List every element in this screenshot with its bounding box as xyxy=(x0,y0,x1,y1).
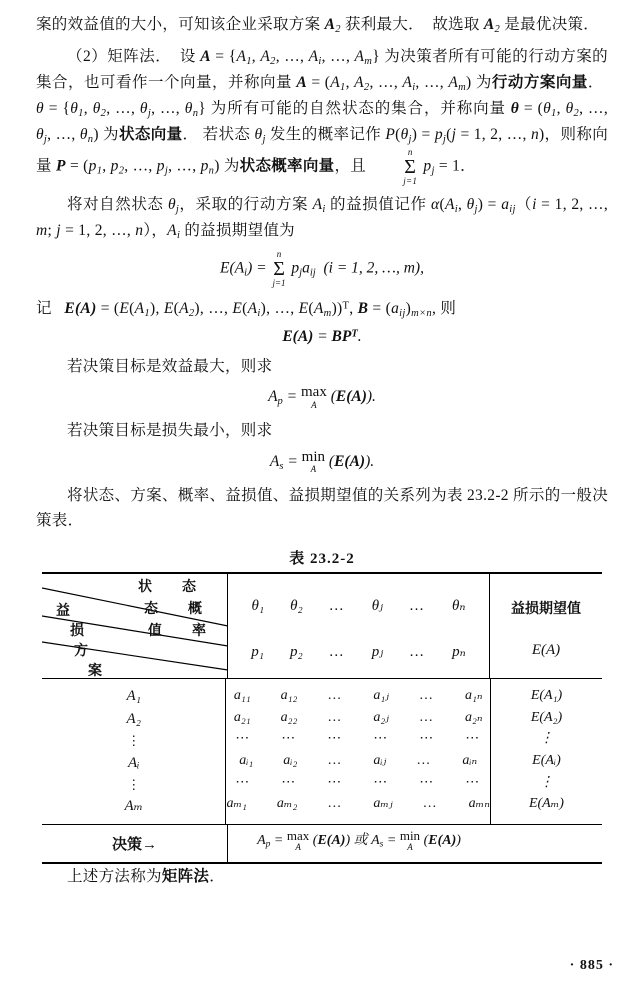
table-row-scheme-0: A₁ xyxy=(126,687,141,704)
values-column xyxy=(226,679,490,824)
cell-0-1: a₁₂ xyxy=(280,687,298,703)
cell-2-2: ⋯ xyxy=(327,731,344,747)
table-row-expect-5: E(Aₘ) xyxy=(528,796,564,812)
corner-label-8: 方 xyxy=(74,643,88,659)
table-row-scheme-3: Aᵢ xyxy=(127,754,140,771)
equation-max: $A_p$ = max A (E(A)). xyxy=(268,384,376,410)
cell-4-3: ⋯ xyxy=(373,774,390,790)
cell-3-3: aᵢⱼ xyxy=(373,753,387,768)
table-header-row xyxy=(42,574,602,679)
cell-4-4: ⋯ xyxy=(419,774,436,790)
page-number: · 885 · xyxy=(569,958,614,973)
paragraph-1: 案的效益值的大小，可知该企业采取方案 $A_2$ 获利最大． 故选取 $A_2$ 是最优决策． xyxy=(36,16,600,35)
state-0: θ₁ xyxy=(251,597,265,614)
state-5: θₙ xyxy=(452,597,466,614)
table-row-scheme-4: ⋮ xyxy=(127,776,141,792)
table-row-scheme-2: ⋮ xyxy=(127,733,141,749)
page-content xyxy=(36,12,608,895)
equation-min: $A_s$ = min A (E(A)). xyxy=(269,448,375,475)
cell-0-4: … xyxy=(418,687,435,703)
prob-3: pⱼ xyxy=(371,643,384,660)
prob-1: p₂ xyxy=(289,643,303,660)
table-row-expect-0: E(A₁) xyxy=(530,687,563,703)
header-expect-title: 益损期望值 xyxy=(511,601,581,617)
decision-formula: $A_p$ = max A (E(A)) 或 $A_s$ = min A (E(A)) xyxy=(257,828,461,853)
cell-4-5: ⋯ xyxy=(465,774,482,790)
decision-right-blank xyxy=(490,825,602,862)
table-row-values-1 xyxy=(226,707,489,729)
table-row-expect-1: E(A₂) xyxy=(530,709,563,725)
cell-2-5: ⋯ xyxy=(465,731,482,747)
cell-1-5: a₂ₙ xyxy=(464,709,483,725)
table-body-row xyxy=(42,679,602,825)
state-3: θⱼ xyxy=(371,597,384,614)
cell-5-4: … xyxy=(422,796,439,812)
table-caption: 表 23.2-2 xyxy=(289,550,355,567)
cell-1-4: … xyxy=(418,709,435,725)
equation-expectation: $E(A_i)$ = n Σ j=1 $p_ja_{ij}$ (i = 1, 2, …, m), xyxy=(220,249,424,289)
paragraph-4: 若决策目标是效益最大，则求 xyxy=(67,358,273,376)
prob-0: p₁ xyxy=(251,643,264,660)
scheme-list xyxy=(42,685,225,818)
cell-5-0: aₘ₁ xyxy=(226,796,247,812)
header-states-row xyxy=(228,596,489,615)
paragraph-7: 上述方法称为矩阵法． xyxy=(67,868,226,886)
scheme-column xyxy=(42,679,226,824)
table-row-values-2 xyxy=(226,728,489,750)
table-row-values-4 xyxy=(226,772,489,794)
paragraph-6: 将状态、方案、概率、益损值、益损期望值的关系列为表 23.2-2 所示的一般决策表． xyxy=(36,486,608,529)
header-states-cell xyxy=(228,574,490,678)
paragraph-5: 若决策目标是损失最小，则求 xyxy=(67,422,273,440)
cell-2-4: ⋯ xyxy=(419,731,436,747)
cell-1-2: … xyxy=(327,709,344,725)
cell-4-0: ⋯ xyxy=(235,774,252,790)
table-row-values-0 xyxy=(226,685,489,707)
corner-label-6: 值 xyxy=(148,623,162,639)
cell-3-2: … xyxy=(327,753,344,768)
corner-label-1: 态 xyxy=(182,579,196,595)
corner-label-9: 案 xyxy=(88,663,102,679)
cell-3-4: … xyxy=(416,753,433,768)
table-row-expect-2: ⋮ xyxy=(539,731,554,747)
cell-4-2: ⋯ xyxy=(327,774,344,790)
cell-0-5: a₁ₙ xyxy=(464,687,483,703)
expect-list xyxy=(491,685,602,815)
prob-4: … xyxy=(409,643,427,660)
cell-1-3: a₂ⱼ xyxy=(373,709,389,725)
table-row-values-5 xyxy=(226,793,489,815)
table-row-scheme-1: A₂ xyxy=(126,711,141,728)
table-row-expect-3: E(Aᵢ) xyxy=(532,753,561,768)
corner-label-0: 状 xyxy=(138,579,152,595)
cell-2-3: ⋯ xyxy=(373,731,390,747)
cell-1-0: a₂₁ xyxy=(233,709,251,725)
cell-5-2: … xyxy=(327,796,344,812)
table-decision-row xyxy=(42,825,602,862)
header-probs-row xyxy=(228,642,489,661)
prob-2: … xyxy=(328,643,346,660)
cell-5-1: aₘ₂ xyxy=(276,796,298,812)
cell-0-2: … xyxy=(327,687,344,703)
cell-5-5: aₘₙ xyxy=(468,796,490,812)
table-row-values-3 xyxy=(226,750,489,772)
corner-label-4: 概 xyxy=(188,601,202,617)
equation-ebp: $E(A) = BP^T$. xyxy=(282,328,362,346)
cell-5-3: aₘⱼ xyxy=(373,796,393,812)
table-row-expect-4: ⋮ xyxy=(539,774,554,790)
expect-column xyxy=(491,679,602,824)
table-row-scheme-5: Aₘ xyxy=(124,797,143,814)
header-corner-cell xyxy=(42,574,228,678)
cell-2-1: ⋯ xyxy=(281,731,298,747)
cell-0-3: a₁ⱼ xyxy=(373,687,389,703)
header-expect-cell xyxy=(490,574,602,678)
state-2: … xyxy=(328,597,346,614)
paragraph-3: 将对自然状态 $\theta_j$，采取的行动方案 $A_i$ 的益损值记作 $\alpha(A_i$, $\theta_j) = a_{ij}(i = 1$, 2, …, m; j = 1, 2, …, n），$A_i$ 的益损期望值为 xyxy=(36,196,608,242)
cell-3-0: aᵢ₁ xyxy=(239,753,254,768)
decision-table xyxy=(42,572,602,864)
cell-3-5: aᵢₙ xyxy=(462,753,478,768)
cell-0-0: a₁₁ xyxy=(233,687,251,703)
state-1: θ₂ xyxy=(290,597,303,614)
decision-label: 决策→ xyxy=(42,825,228,862)
paragraph-2: （2）矩阵法． 设 $A = \{A_1$, $A_2$, …, $A_i$, …, $A_m$} 为决策者所有可能的行动方案的集合，也可看作一个向量，并称向量 $A = (A_1$, $A_2$, …, $A_i$, …, $A_m$) 为行动方案向量． $\theta = \{\theta_1$, $\theta_2$, …, $\theta_j$, …, $\theta_n$} 为所有可能的自然状态的集合，并称向量 $\theta = (\theta_1$, $\theta_2$, …, $\theta_j$, …, $\theta_n$) 为状态向量． 若状态 $\theta_j$ 发生的概率记作 $P(\theta_j) = p_j(j = 1$, 2, …, n)，则称向量 $P = (p_1$, $p_2$, …, $p_j$, …, $p_n$) 为状态概率向量，且 n Σ j=1 $p_j = 1$． xyxy=(36,48,609,187)
corner-label-2: 益 xyxy=(56,603,70,619)
corner-label-3: 态 xyxy=(144,601,158,617)
corner-label-5: 损 xyxy=(70,623,84,639)
paragraph-matrix-note: 记 $E(A) = (E(A_1)$, $E(A_2)$, …, $E(A_i)$, …, $E(A_m))^T$, $B = (a_{ij})_{m\times n}$, 则 xyxy=(36,300,457,320)
cell-2-0: ⋯ xyxy=(235,731,252,747)
header-expect-symbol: E(A) xyxy=(531,641,561,658)
cell-3-1: aᵢ₂ xyxy=(283,753,298,768)
cell-1-1: a₂₂ xyxy=(280,709,298,725)
cell-4-1: ⋯ xyxy=(281,774,298,790)
corner-label-7: 率 xyxy=(192,623,206,639)
prob-5: pₙ xyxy=(452,643,466,660)
state-4: … xyxy=(409,597,427,614)
